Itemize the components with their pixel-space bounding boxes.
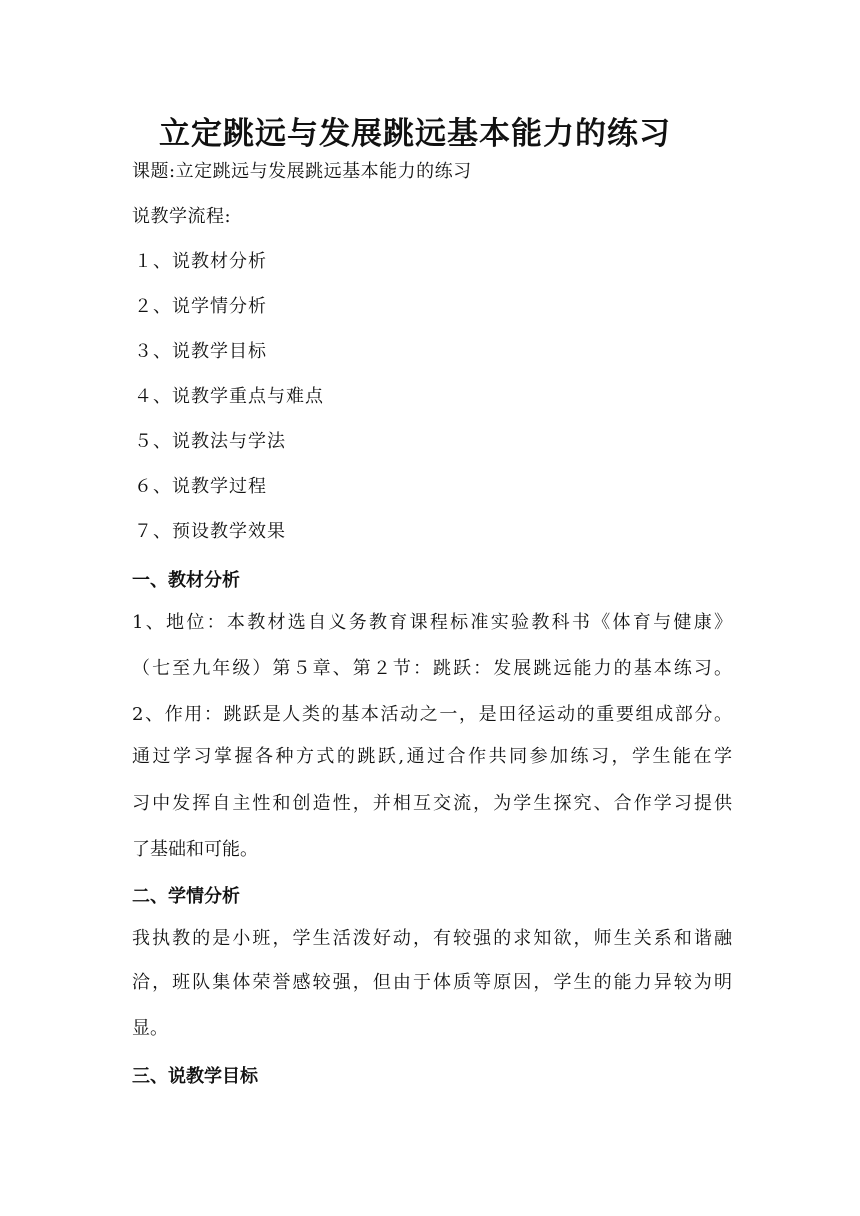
- paragraph-line: 通过学习掌握各种方式的跳跃,通过合作共同参加练习，学生能在学: [132, 746, 732, 767]
- paragraph-line: 我执教的是小班，学生活泼好动，有较强的求知欲，师生关系和谐融: [132, 928, 732, 949]
- paragraph-line: （七至九年级）第５章、第２节：跳跃：发展跳远能力的基本练习。: [132, 658, 732, 679]
- flow-item: ６、说教学过程: [134, 476, 267, 497]
- topic-line: 课题:立定跳远与发展跳远基本能力的练习: [132, 161, 472, 182]
- paragraph-line: 习中发挥自主性和创造性，并相互交流，为学生探究、合作学习提供: [132, 793, 732, 814]
- paragraph-line: 1、地位：本教材选自义务教育课程标准实验教科书《体育与健康》: [132, 612, 732, 633]
- flow-item: ４、说教学重点与难点: [134, 386, 324, 407]
- flow-item: ３、说教学目标: [134, 341, 267, 362]
- flow-item: ５、说教法与学法: [134, 431, 286, 452]
- paragraph-line: 洽，班队集体荣誉感较强，但由于体质等原因，学生的能力异较为明: [132, 972, 732, 993]
- document-title: 立定跳远与发展跳远基本能力的练习: [159, 116, 671, 152]
- flow-item: ７、预设教学效果: [134, 521, 286, 542]
- paragraph-line: 显。: [132, 1018, 168, 1039]
- flow-label: 说教学流程:: [132, 206, 232, 227]
- section-heading: 一、教材分析: [132, 570, 240, 591]
- paragraph-line: 2、作用：跳跃是人类的基本活动之一，是田径运动的重要组成部分。: [132, 704, 732, 725]
- flow-item: ２、说学情分析: [134, 296, 267, 317]
- section-heading: 二、学情分析: [132, 886, 240, 907]
- section-heading: 三、说教学目标: [132, 1066, 258, 1087]
- paragraph-line: 了基础和可能。: [132, 839, 258, 860]
- flow-item: １、说教材分析: [134, 251, 267, 272]
